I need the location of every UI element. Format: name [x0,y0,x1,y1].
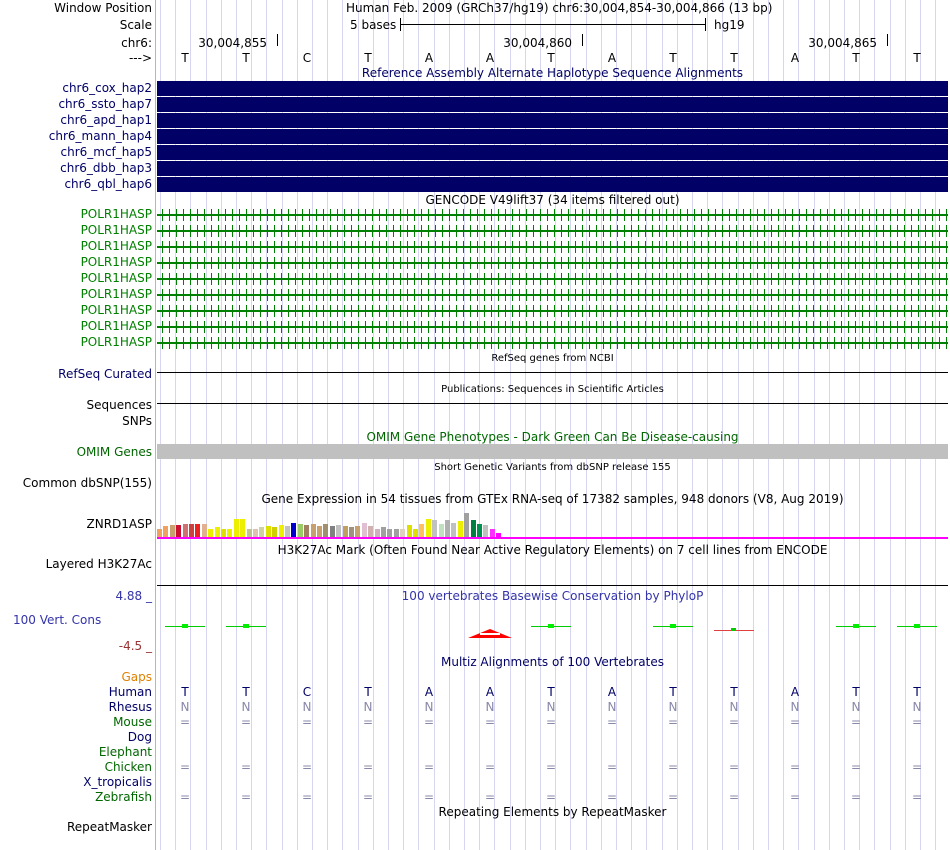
multiz-base: = [728,715,740,729]
repeatmasker-track-label[interactable]: RepeatMasker [66,820,152,834]
gtex-tissue-bar[interactable] [445,520,450,537]
multiz-base: N [363,700,373,714]
alt-haplotype-track-title[interactable]: Reference Assembly Alternate Haplotype Sequence Alignments [361,66,744,80]
multiz-species-label[interactable]: Human [108,685,152,699]
gtex-tissue-bar[interactable] [490,529,495,537]
phylop-score-mark[interactable] [853,624,859,628]
publications-track-line[interactable] [157,403,948,404]
multiz-base: = [789,790,801,804]
multiz-base: N [302,700,312,714]
dbsnp-track-label[interactable]: Common dbSNP(155) [22,476,152,490]
gtex-tissue-bar[interactable] [157,529,162,537]
multiz-base: = [667,790,679,804]
multiz-base: = [911,790,923,804]
gtex-tissue-bar[interactable] [183,524,188,537]
multiz-species-label[interactable]: Zebrafish [95,790,152,804]
omim-track-label[interactable]: OMIM Genes [76,445,152,459]
ruler-position-label: 30,004,860 [503,36,572,50]
dbsnp-track-title[interactable]: Short Genetic Variants from dbSNP release 155 [434,462,671,473]
gtex-tissue-bar[interactable] [400,529,405,537]
phylop-score-mark[interactable] [670,624,676,628]
gtex-tissue-bar[interactable] [202,524,207,537]
gtex-tissue-bar[interactable] [317,526,322,537]
multiz-base: = [484,790,496,804]
multiz-base: = [423,790,435,804]
multiz-base: = [728,790,740,804]
phylop-score-mark[interactable] [731,628,736,631]
multiz-base: = [911,715,923,729]
multiz-base: = [362,760,374,774]
multiz-base: = [789,760,801,774]
alt-haplotype-bar[interactable] [157,97,948,112]
multiz-base: = [850,715,862,729]
multiz-base: = [789,715,801,729]
gtex-tissue-bar[interactable] [163,526,168,537]
gencode-transcript-line[interactable] [157,209,948,221]
phylop-negative-mark-inner [480,633,500,635]
phylop-score-mark[interactable] [914,624,920,628]
h3k27ac-baseline [157,585,948,586]
gtex-tissue-bar[interactable] [464,513,469,537]
gtex-tissue-bar[interactable] [215,527,220,537]
multiz-base: = [179,790,191,804]
alt-haplotype-bar[interactable] [157,177,948,192]
gencode-transcript-line[interactable] [157,321,948,333]
gencode-transcript-label[interactable]: POLR1HASP [80,319,152,333]
gtex-tissue-bar[interactable] [451,523,456,537]
ruler-base: A [424,51,434,65]
phylop-score-mark[interactable] [548,624,554,628]
multiz-base: N [607,700,617,714]
multiz-species-label[interactable]: Mouse [113,715,152,729]
scale-value: 5 bases [350,18,397,32]
multiz-base: = [423,715,435,729]
gtex-tissue-bar[interactable] [253,529,258,537]
multiz-base: T [181,685,189,699]
gtex-tissue-bar[interactable] [387,529,392,537]
scale-db: hg19 [714,18,745,32]
gtex-tissue-bar[interactable] [240,519,245,537]
gtex-tissue-bar[interactable] [432,520,437,537]
multiz-base: A [424,685,434,699]
multiz-species-label[interactable]: Dog [127,730,152,744]
alt-haplotype-label[interactable]: chr6_apd_hap1 [60,113,152,127]
alt-haplotype-bar[interactable] [157,81,948,96]
multiz-base: A [790,685,800,699]
multiz-base: = [484,715,496,729]
multiz-base: = [667,760,679,774]
window-position-value: Human Feb. 2009 (GRCh37/hg19) chr6:30,004,854-30,004,866 (13 bp) [346,1,773,15]
multiz-base: = [667,715,679,729]
alt-haplotype-bar[interactable] [157,113,948,128]
gtex-tissue-bar[interactable] [381,527,386,537]
multiz-base: = [301,760,313,774]
gtex-tissue-bar[interactable] [227,529,232,537]
gencode-transcript-line[interactable] [157,257,948,269]
multiz-base: N [485,700,495,714]
phylop-track-label[interactable]: 100 Vert. Cons [13,613,102,627]
multiz-base: = [362,790,374,804]
multiz-base: N [424,700,434,714]
scale-bar-left-tick [400,18,401,31]
gencode-transcript-label[interactable]: POLR1HASP [80,255,152,269]
strand-arrow: ---> [128,51,152,65]
h3k27ac-track-label[interactable]: Layered H3K27Ac [45,557,152,571]
gencode-transcript-line[interactable] [157,241,948,253]
ruler-position-label: 30,004,865 [808,36,877,50]
ruler-base: T [181,51,189,65]
refseq-track-label[interactable]: RefSeq Curated [58,367,152,381]
multiz-track-title[interactable]: Multiz Alignments of 100 Vertebrates [440,655,665,669]
ruler-base: T [547,51,555,65]
multiz-base: = [179,760,191,774]
multiz-base: T [669,685,677,699]
multiz-base: T [913,685,921,699]
gtex-tissue-bar[interactable] [375,529,380,537]
multiz-base: = [728,760,740,774]
gtex-tissue-bar[interactable] [407,525,412,537]
ruler-base: T [669,51,677,65]
gtex-tissue-bar[interactable] [349,527,354,537]
multiz-base: N [729,700,739,714]
omim-track-bar[interactable] [157,444,948,459]
alt-haplotype-label[interactable]: chr6_mcf_hap5 [60,145,152,159]
gencode-transcript-label[interactable]: POLR1HASP [80,271,152,285]
ruler-position-tick [887,34,888,46]
h3k27ac-track-title[interactable]: H3K27Ac Mark (Often Found Near Active Regulatory Elements) on 7 cell lines from ENCODE [277,543,828,557]
multiz-base: = [606,790,618,804]
multiz-base: N [241,700,251,714]
multiz-base: N [668,700,678,714]
multiz-base: = [545,790,557,804]
gtex-tissue-bar[interactable] [368,526,373,537]
multiz-base: C [302,685,312,699]
gencode-transcript-line[interactable] [157,273,948,285]
gencode-transcript-label[interactable]: POLR1HASP [80,335,152,349]
gtex-tissue-bar[interactable] [439,524,444,537]
gtex-tissue-bar[interactable] [426,519,431,537]
gtex-tissue-bar[interactable] [413,529,418,537]
multiz-base: N [180,700,190,714]
alt-haplotype-label[interactable]: chr6_ssto_hap7 [58,97,152,111]
multiz-base: = [850,790,862,804]
gtex-tissue-bar[interactable] [323,524,328,537]
phylop-score-mark[interactable] [243,624,249,628]
multiz-base: = [240,760,252,774]
gtex-tissue-bar[interactable] [343,526,348,537]
gtex-tissue-bar[interactable] [298,524,303,537]
alt-haplotype-label[interactable]: chr6_qbl_hap6 [64,177,152,191]
multiz-base: = [850,760,862,774]
alt-haplotype-label[interactable]: chr6_dbb_hap3 [60,161,152,175]
gtex-tissue-bar[interactable] [458,521,463,537]
publications-track-label[interactable]: Sequences [86,398,152,412]
scale-bar [400,24,705,25]
alt-haplotype-label[interactable]: chr6_mann_hap4 [48,129,152,143]
multiz-base: A [607,685,617,699]
multiz-base: T [852,685,860,699]
gtex-track-title[interactable]: Gene Expression in 54 tissues from GTEx RNA-seq of 17382 samples, 948 donors (V8, Aug 2019) [261,492,844,506]
ruler-base: A [485,51,495,65]
gencode-transcript-line[interactable] [157,225,948,237]
ruler-base: T [242,51,250,65]
gtex-track-label[interactable]: ZNRD1ASP [86,517,152,531]
gtex-tissue-bar[interactable] [195,524,200,537]
gencode-transcript-label[interactable]: POLR1HASP [80,207,152,221]
gtex-tissue-bar[interactable] [285,526,290,537]
multiz-base: = [362,715,374,729]
gencode-transcript-line[interactable] [157,305,948,317]
multiz-base: N [851,700,861,714]
gtex-tissue-bar[interactable] [304,525,309,537]
multiz-base: N [546,700,556,714]
phylop-ymin: -4.5 _ [118,639,152,653]
multiz-base: = [911,760,923,774]
gencode-transcript-line[interactable] [157,289,948,301]
phylop-ymax: 4.88 _ [115,589,152,603]
multiz-base: = [484,760,496,774]
snps-track-label[interactable]: SNPs [122,414,152,428]
multiz-base: = [606,760,618,774]
gtex-tissue-bar[interactable] [362,523,367,537]
gencode-transcript-line[interactable] [157,337,948,349]
omim-track-title[interactable]: OMIM Gene Phenotypes - Dark Green Can Be Disease-causing [366,430,739,444]
multiz-base: T [364,685,372,699]
multiz-gaps-label[interactable]: Gaps [121,670,152,684]
gencode-transcript-label[interactable]: POLR1HASP [80,303,152,317]
gtex-tissue-bar[interactable] [291,523,296,537]
gencode-track-title[interactable]: GENCODE V49lift37 (34 items filtered out) [425,193,680,207]
alt-haplotype-bar[interactable] [157,129,948,144]
gtex-tissue-bar[interactable] [234,519,239,537]
multiz-base: = [301,790,313,804]
ruler-base: T [913,51,921,65]
gtex-tissue-bar[interactable] [336,525,341,537]
gtex-tissue-bar[interactable] [483,525,488,537]
gtex-tissue-bar[interactable] [208,529,213,537]
gtex-tissue-bar[interactable] [272,527,277,537]
alt-haplotype-bar[interactable] [157,161,948,176]
multiz-base: = [606,715,618,729]
gtex-tissue-bar[interactable] [419,524,424,537]
multiz-species-label[interactable]: X_tropicalis [83,775,152,789]
gtex-tissue-bar[interactable] [311,524,316,537]
gencode-transcript-label[interactable]: POLR1HASP [80,223,152,237]
multiz-base: = [423,760,435,774]
ruler-base: A [607,51,617,65]
chrom-label: chr6: [121,36,152,50]
window-position-label: Window Position [54,1,152,15]
publications-track-title[interactable]: Publications: Sequences in Scientific Articles [441,384,664,395]
multiz-base: = [240,790,252,804]
multiz-base: T [242,685,250,699]
alt-haplotype-label[interactable]: chr6_cox_hap2 [62,81,152,95]
refseq-track-line[interactable] [157,372,948,373]
ruler-base: C [302,51,312,65]
gtex-tissue-bar[interactable] [330,526,335,537]
ruler-position-label: 30,004,855 [198,36,267,50]
gtex-tissue-bar[interactable] [221,529,226,537]
gtex-tissue-bar[interactable] [279,525,284,537]
gtex-tissue-bar[interactable] [471,520,476,537]
multiz-species-label[interactable]: Chicken [104,760,152,774]
gtex-tissue-bar[interactable] [355,526,360,537]
gtex-tissue-bar[interactable] [247,529,252,537]
phylop-track-title[interactable]: 100 vertebrates Basewise Conservation by PhyloP [401,589,704,603]
gtex-tissue-bar[interactable] [189,524,194,537]
gencode-transcript-label[interactable]: POLR1HASP [80,287,152,301]
multiz-base: T [730,685,738,699]
gtex-tissue-bar[interactable] [477,524,482,537]
gtex-baseline [157,537,948,539]
multiz-base: = [545,715,557,729]
multiz-species-label[interactable]: Elephant [98,745,152,759]
gtex-tissue-bar[interactable] [170,525,175,537]
repeatmasker-track-title[interactable]: Repeating Elements by RepeatMasker [438,805,667,819]
ruler-position-tick [277,34,278,46]
multiz-base: T [547,685,555,699]
multiz-species-label[interactable]: Rhesus [108,700,152,714]
multiz-base: = [179,715,191,729]
ruler-base: T [852,51,860,65]
gtex-tissue-bar[interactable] [266,526,271,537]
multiz-base: = [301,715,313,729]
multiz-base: = [545,760,557,774]
gtex-tissue-bar[interactable] [176,525,181,537]
gencode-transcript-label[interactable]: POLR1HASP [80,239,152,253]
track-label-divider [155,0,156,850]
ruler-base: T [364,51,372,65]
ruler-base: T [730,51,738,65]
scale-label: Scale [119,18,152,32]
multiz-base: A [485,685,495,699]
alt-haplotype-bar[interactable] [157,145,948,160]
ruler-base: A [790,51,800,65]
scale-bar-right-tick [705,18,706,31]
gtex-tissue-bar[interactable] [394,529,399,537]
phylop-score-mark[interactable] [182,624,188,628]
refseq-track-title[interactable]: RefSeq genes from NCBI [491,353,614,364]
ruler-position-tick [582,34,583,46]
gtex-tissue-bar[interactable] [259,527,264,537]
multiz-base: N [790,700,800,714]
multiz-base: = [240,715,252,729]
multiz-base: N [912,700,922,714]
